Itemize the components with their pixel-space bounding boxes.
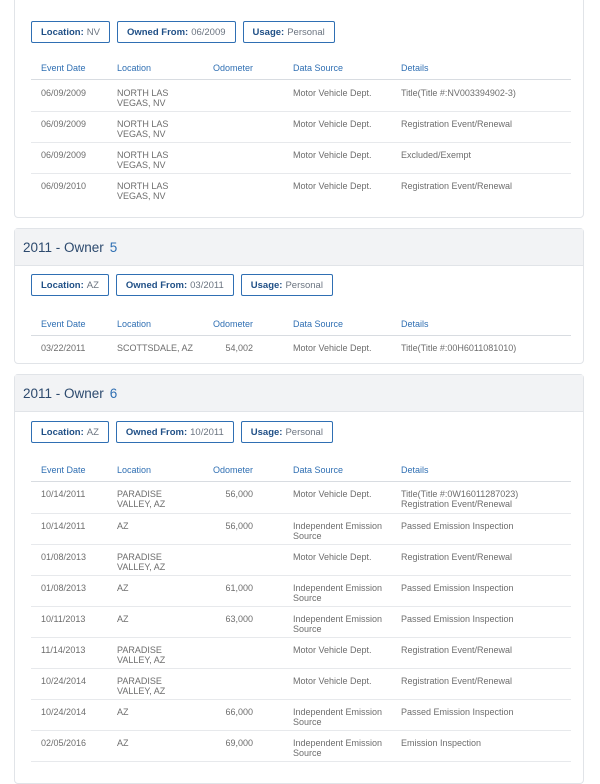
table-row: 11/14/2013 PARADISE VALLEY, AZ Motor Vehicle Dept. Registration Event/Renewal [31, 637, 571, 669]
table-row: 10/14/2011 PARADISE VALLEY, AZ 56,000 Motor Vehicle Dept. Title(Title #:0W16011287023) Registration Event/Renewal [31, 481, 571, 514]
table-row: 06/09/2010 NORTH LAS VEGAS, NV Motor Vehicle Dept. Registration Event/Renewal [41, 181, 513, 201]
location-chip[interactable]: Location: AZ [31, 274, 109, 296]
col-details: Details [401, 63, 429, 73]
table-row: 10/24/2014 PARADISE VALLEY, AZ Motor Vehicle Dept. Registration Event/Renewal [31, 668, 571, 700]
owner-5-chips [31, 274, 333, 296]
owner-4-chips [31, 21, 335, 43]
owned-from-chip[interactable]: Owned From: 10/2011 [116, 421, 234, 443]
col-odometer: Odometer [213, 63, 254, 73]
table-row: 10/11/2013 AZ 63,000 Independent Emission Source Passed Emission Inspection [31, 606, 571, 638]
table-row: 06/09/2009 NORTH LAS VEGAS, NV Motor Vehicle Dept. Excluded/Exempt [31, 142, 571, 174]
location-chip[interactable]: Location: NV [31, 21, 110, 43]
owned-from-chip[interactable]: Owned From: 06/2009 [117, 21, 236, 43]
table-row: 03/22/2011 SCOTTSDALE, AZ 54,002 Motor Vehicle Dept. Title(Title #:00H6011081010) [41, 343, 517, 353]
owner-5-card [14, 228, 584, 364]
table-row: 10/14/2011 AZ 56,000 Independent Emission Source Passed Emission Inspection [31, 513, 571, 545]
table-row: 06/09/2009 NORTH LAS VEGAS, NV Motor Vehicle Dept. Registration Event/Renewal [31, 111, 571, 143]
usage-chip[interactable]: Usage: Personal [243, 21, 335, 43]
table-header: Event Date Location Odometer Data Source Details [31, 459, 571, 482]
owner-title: 2011 - Owner [23, 385, 104, 401]
owner-6-chips [31, 421, 333, 443]
owner-number: 6 [109, 385, 118, 401]
location-chip[interactable]: Location: AZ [31, 421, 109, 443]
table-row: 02/05/2016 AZ 69,000 Independent Emission Source Emission Inspection [31, 730, 571, 762]
col-location: Location [117, 63, 152, 73]
col-event-date: Event Date [41, 63, 86, 73]
usage-chip[interactable]: Usage: Personal [241, 421, 333, 443]
owner-6-card [14, 374, 584, 784]
owner-4-card [14, 0, 584, 218]
table-header: Event Date Location Odometer Data Source Details [31, 313, 571, 336]
owner-number: 5 [109, 239, 118, 255]
table-row: 10/24/2014 AZ 66,000 Independent Emission Source Passed Emission Inspection [31, 699, 571, 731]
owner-6-header [15, 375, 583, 412]
table-row: 01/08/2013 AZ 61,000 Independent Emission Source Passed Emission Inspection [31, 575, 571, 607]
table-row: 06/09/2009 NORTH LAS VEGAS, NV Motor Vehicle Dept. Title(Title #:NV003394902-3) [31, 80, 571, 112]
owned-from-chip[interactable]: Owned From: 03/2011 [116, 274, 234, 296]
owner-5-header [15, 229, 583, 266]
table-header [31, 57, 571, 80]
usage-chip[interactable]: Usage: Personal [241, 274, 333, 296]
table-row: 01/08/2013 PARADISE VALLEY, AZ Motor Vehicle Dept. Registration Event/Renewal [31, 544, 571, 576]
col-data-source: Data Source [293, 63, 344, 73]
owner-title: 2011 - Owner [23, 239, 104, 255]
